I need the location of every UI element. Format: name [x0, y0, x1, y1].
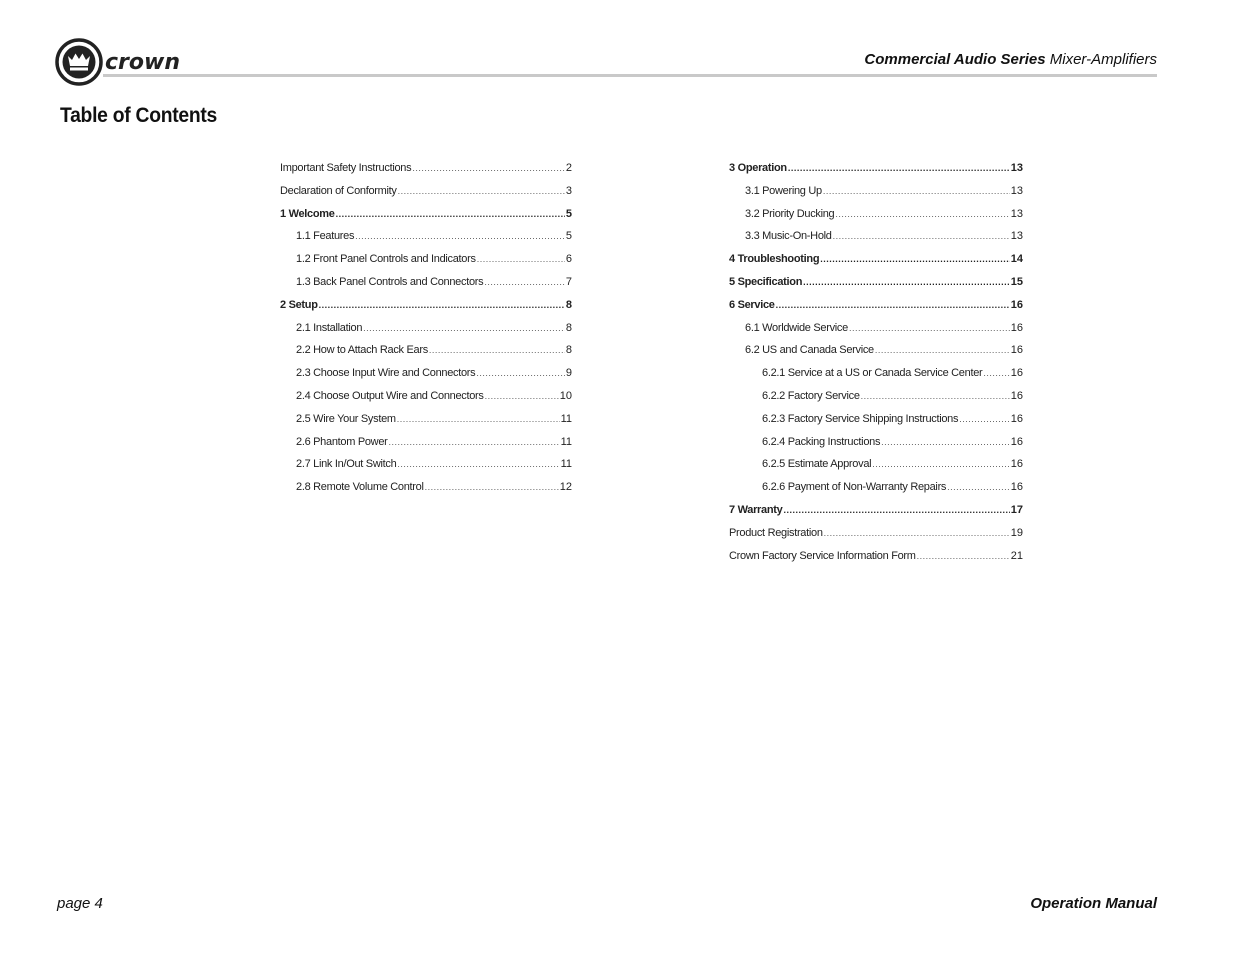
- toc-page-number: 9: [565, 367, 572, 380]
- toc-dot-leader: [833, 231, 1010, 241]
- page-header: [55, 38, 1157, 86]
- toc-dot-leader: [959, 414, 1010, 424]
- toc-dot-leader: [820, 254, 1010, 264]
- toc-page-number: 16: [1010, 321, 1023, 334]
- toc-page-number: 3: [565, 184, 572, 197]
- toc-page-number: 15: [1010, 275, 1023, 288]
- toc-dot-leader: [397, 459, 559, 469]
- toc-entry-title: 2.1 Installation: [296, 321, 363, 334]
- toc-page-number: 11: [560, 458, 572, 471]
- toc-entry-title: Crown Factory Service Information Form: [729, 549, 916, 562]
- toc-entry-title: 2 Setup: [280, 298, 318, 311]
- toc-entry[interactable]: [729, 299, 1023, 322]
- toc-entry-title: 3.3 Music-On-Hold: [745, 230, 832, 243]
- toc-entry-title: 2.4 Choose Output Wire and Connectors: [296, 389, 484, 402]
- toc-page-number: 16: [1010, 481, 1023, 494]
- toc-page-number: 13: [1010, 184, 1023, 197]
- toc-entry[interactable]: [280, 230, 572, 253]
- toc-dot-leader: [835, 209, 1009, 219]
- toc-entry-title: 6.2.2 Factory Service: [762, 389, 860, 402]
- toc-left-column: [280, 162, 572, 504]
- toc-dot-leader: [425, 482, 559, 492]
- toc-page-number: 11: [560, 412, 572, 425]
- toc-entry-title: 1.1 Features: [296, 230, 355, 243]
- series-bold: Commercial Audio Series: [864, 51, 1046, 68]
- toc-page-number: 5: [565, 230, 572, 243]
- toc-entry-title: 6.2.6 Payment of Non-Warranty Repairs: [762, 481, 947, 494]
- toc-page-number: 13: [1010, 230, 1023, 243]
- toc-entry-title: 2.6 Phantom Power: [296, 435, 388, 448]
- toc-dot-leader: [823, 186, 1010, 196]
- toc-page-number: 5: [565, 207, 572, 220]
- toc-dot-leader: [398, 186, 565, 196]
- toc-page-number: 16: [1010, 344, 1023, 357]
- crown-emblem-icon: [55, 38, 103, 86]
- series-title: [864, 51, 1157, 68]
- toc-entry[interactable]: [280, 390, 572, 413]
- toc-entry[interactable]: [729, 413, 1023, 436]
- toc-entry[interactable]: [280, 208, 572, 231]
- toc-dot-leader: [861, 391, 1010, 401]
- toc-page-number: 17: [1010, 503, 1023, 516]
- toc-entry-title: Declaration of Conformity: [280, 184, 397, 197]
- toc-page-number: 6: [565, 253, 572, 266]
- toc-entry[interactable]: [280, 322, 572, 345]
- toc-entry-title: 2.5 Wire Your System: [296, 412, 396, 425]
- toc-page-number: 10: [559, 389, 572, 402]
- toc-entry-title: 2.2 How to Attach Rack Ears: [296, 344, 428, 357]
- toc-entry-title: 3 Operation: [729, 162, 787, 174]
- toc-page-number: 2: [565, 162, 572, 174]
- toc-entry[interactable]: [729, 436, 1023, 459]
- toc-page-number: 16: [1010, 367, 1023, 380]
- toc-entry[interactable]: [729, 253, 1023, 276]
- toc-dot-leader: [881, 437, 1010, 447]
- toc-entry[interactable]: [729, 185, 1023, 208]
- toc-entry[interactable]: [280, 344, 572, 367]
- toc-dot-leader: [484, 277, 565, 287]
- toc-dot-leader: [485, 391, 559, 401]
- toc-dot-leader: [983, 368, 1009, 378]
- toc-entry[interactable]: [280, 367, 572, 390]
- toc-entry[interactable]: [729, 504, 1023, 527]
- toc-page-number: 16: [1010, 458, 1023, 471]
- toc-entry-title: 3.1 Powering Up: [745, 184, 822, 197]
- toc-entry-title: 7 Warranty: [729, 503, 783, 516]
- toc-page-number: 13: [1010, 207, 1023, 220]
- toc-page-number: 16: [1010, 435, 1023, 448]
- toc-page-number: 14: [1010, 253, 1023, 266]
- series-rest: Mixer-Amplifiers: [1045, 51, 1157, 68]
- toc-page-number: 16: [1010, 389, 1023, 402]
- toc-page-number: 8: [565, 344, 572, 357]
- toc-entry-title: 6.2.5 Estimate Approval: [762, 458, 872, 471]
- toc-entry-title: 1.2 Front Panel Controls and Indicators: [296, 253, 476, 266]
- toc-entry[interactable]: [280, 185, 572, 208]
- toc-entry[interactable]: [280, 253, 572, 276]
- toc-page-number: 8: [565, 298, 572, 311]
- toc-dot-leader: [355, 231, 565, 241]
- toc-entry-title: Important Safety Instructions: [280, 162, 412, 174]
- toc-entry-title: 6.1 Worldwide Service: [745, 321, 848, 334]
- toc-dot-leader: [803, 277, 1010, 287]
- page-number: page 4: [57, 895, 103, 912]
- toc-entry-title: 6 Service: [729, 298, 775, 311]
- crown-logo: [55, 38, 180, 86]
- toc-page-number: 19: [1010, 526, 1023, 539]
- manual-label: Operation Manual: [1030, 895, 1157, 912]
- toc-dot-leader: [917, 551, 1010, 561]
- crown-wordmark: crown: [105, 49, 180, 75]
- toc-entry[interactable]: [729, 458, 1023, 481]
- toc-entry-title: Product Registration: [729, 526, 823, 539]
- toc-page-number: 8: [565, 321, 572, 334]
- toc-entry[interactable]: [280, 162, 572, 185]
- toc-dot-leader: [412, 163, 565, 173]
- toc-dot-leader: [389, 437, 560, 447]
- toc-dot-leader: [476, 368, 565, 378]
- toc-dot-leader: [477, 254, 565, 264]
- toc-entry-title: 6.2 US and Canada Service: [745, 344, 874, 357]
- toc-entry[interactable]: [729, 344, 1023, 367]
- toc-dot-leader: [947, 482, 1010, 492]
- toc-dot-leader: [783, 505, 1009, 515]
- toc-entry[interactable]: [280, 299, 572, 322]
- toc-dot-leader: [776, 300, 1010, 310]
- toc-entry-title: 6.2.1 Service at a US or Canada Service Center: [762, 367, 983, 380]
- toc-entry[interactable]: [729, 367, 1023, 390]
- toc-entry[interactable]: [729, 481, 1023, 504]
- toc-entry[interactable]: [729, 230, 1023, 253]
- header-rule: [103, 74, 1157, 77]
- toc-dot-leader: [429, 345, 565, 355]
- toc-entry[interactable]: [280, 436, 572, 459]
- toc-entry[interactable]: [280, 276, 572, 299]
- toc-dot-leader: [397, 414, 560, 424]
- toc-entry-title: 5 Specification: [729, 275, 803, 288]
- toc-entry-title: 3.2 Priority Ducking: [745, 207, 835, 220]
- toc-right-column: [729, 162, 1023, 572]
- toc-dot-leader: [849, 323, 1010, 333]
- toc-page-number: 13: [1010, 162, 1023, 174]
- toc-entry[interactable]: [729, 322, 1023, 345]
- toc-entry[interactable]: [280, 413, 572, 436]
- toc-entry[interactable]: [280, 458, 572, 481]
- toc-entry[interactable]: [729, 527, 1023, 550]
- toc-dot-leader: [319, 300, 565, 310]
- page-title: Table of Contents: [60, 104, 218, 127]
- toc-entry[interactable]: [729, 162, 1023, 185]
- toc-entry-title: 2.8 Remote Volume Control: [296, 481, 424, 494]
- toc-page-number: 16: [1010, 412, 1023, 425]
- toc-dot-leader: [824, 528, 1010, 538]
- toc-page-number: 11: [560, 435, 572, 448]
- toc-dot-leader: [363, 323, 565, 333]
- toc-entry[interactable]: [729, 208, 1023, 231]
- toc-dot-leader: [788, 163, 1010, 173]
- toc-entry-title: 4 Troubleshooting: [729, 253, 820, 266]
- toc-entry[interactable]: [729, 550, 1023, 573]
- toc-entry[interactable]: [729, 390, 1023, 413]
- toc-entry[interactable]: [280, 481, 572, 504]
- toc-page-number: 16: [1010, 298, 1023, 311]
- toc-dot-leader: [872, 459, 1009, 469]
- toc-entry-title: 6.2.3 Factory Service Shipping Instructions: [762, 412, 959, 425]
- toc-entry[interactable]: [729, 276, 1023, 299]
- toc-page-number: 7: [565, 275, 572, 288]
- toc-entry-title: 6.2.4 Packing Instructions: [762, 435, 881, 448]
- toc-page-number: 21: [1010, 549, 1023, 562]
- toc-dot-leader: [875, 345, 1010, 355]
- toc-entry-title: 1.3 Back Panel Controls and Connectors: [296, 275, 484, 288]
- toc-entry-title: 2.3 Choose Input Wire and Connectors: [296, 367, 476, 380]
- toc-dot-leader: [336, 209, 565, 219]
- toc-page-number: 12: [559, 481, 572, 494]
- toc-entry-title: 1 Welcome: [280, 207, 335, 220]
- toc-entry-title: 2.7 Link In/Out Switch: [296, 458, 397, 471]
